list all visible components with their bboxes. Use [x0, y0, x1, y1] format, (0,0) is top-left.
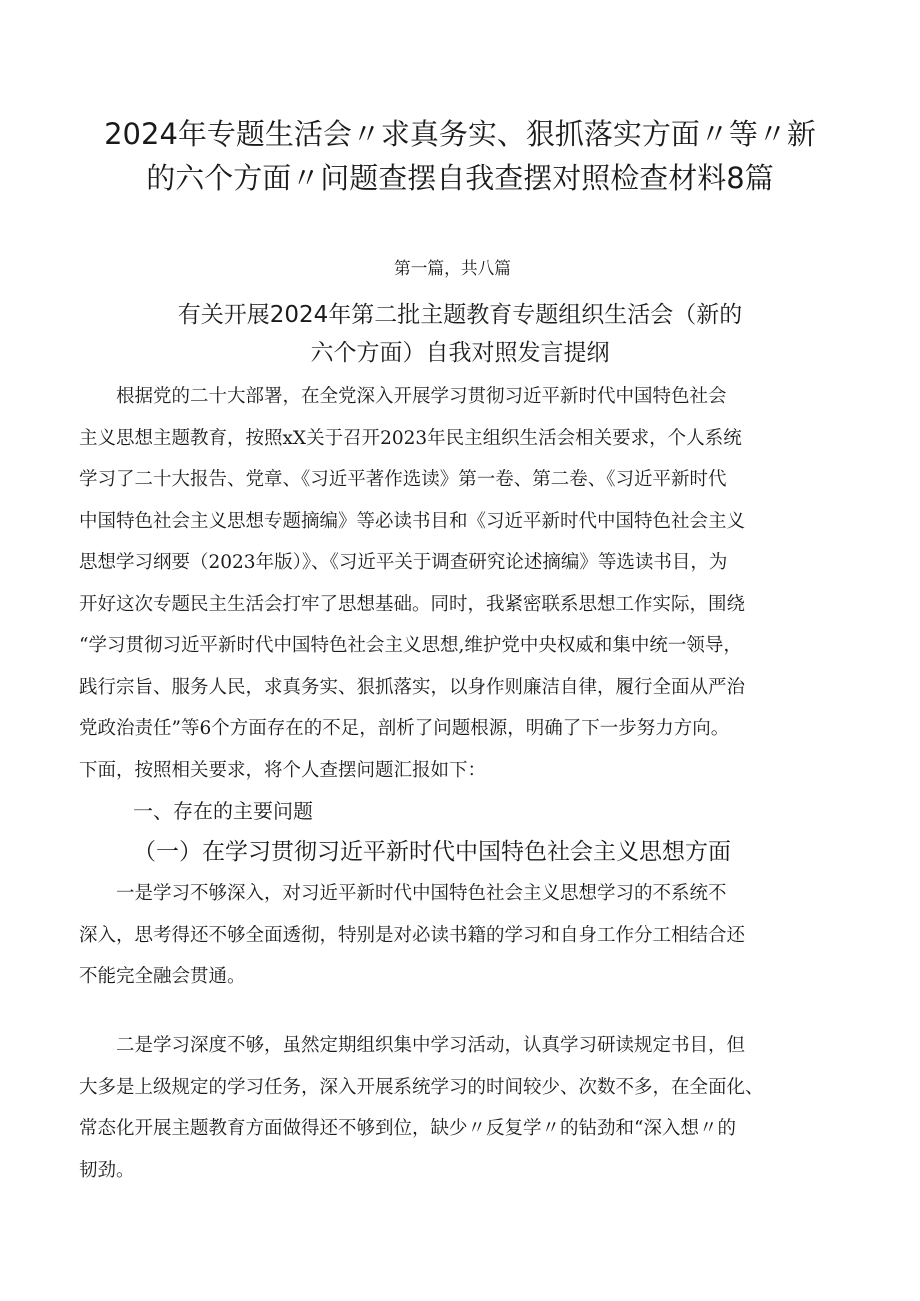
issue-paragraph-2: [79, 1025, 764, 1191]
paragraph-line: 下面，按照相关要求，将个人查摆问题汇报如下：: [79, 759, 487, 781]
section-subtitle: [60, 296, 860, 372]
paragraph-line: “学习贯彻习近平新时代中国特色社会主义思想,维护党中央权威和集中统一领导，: [79, 635, 742, 656]
paragraph-line: 思想学习纲要（2023年版）》、《习近平关于调查研究论述摘编》等选读书目，为: [79, 552, 728, 573]
paragraph-line: 中国特色社会主义思想专题摘编》等必读书目和《习近平新时代中国特色社会主义: [79, 510, 746, 532]
title-line: 的六个方面〃问题查摆自我查摆对照检查材料8篇: [146, 161, 774, 195]
subsection-heading: （一）在学习贯彻习近平新时代中国特色社会主义思想方面: [133, 839, 731, 865]
intro-paragraph: [79, 376, 745, 791]
section-heading: 一、存在的主要问题: [133, 799, 313, 823]
part-label: 第一篇，共八篇: [393, 259, 512, 279]
paragraph-line: 常态化开展主题教育方面做得还不够到位，缺少〃反复学〃的钻劲和“深入想〃的: [79, 1118, 736, 1139]
paragraph-line: 主义思想主题教育，按照xX关于召开2023年民主组织生活会相关要求，个人系统: [79, 427, 742, 449]
title-line: 2024年专题生活会〃求真务实、狠抓落实方面〃等〃新: [104, 117, 816, 151]
paragraph-line: 学习了二十大报告、党章、《习近平著作选读》第一卷、第二卷、《习近平新时代: [79, 469, 727, 490]
document-title: [60, 112, 860, 200]
subtitle-line: 有关开展2024年第二批主题教育专题组织生活会（新的: [177, 302, 743, 328]
paragraph-line: 韧劲。: [79, 1159, 135, 1181]
paragraph-line: 践行宗旨、服务人民，求真务实、狠抓落实，以身作则廉洁自律，履行全面从严治: [79, 676, 746, 698]
paragraph-line: 深入，思考得还不够全面透彻，特别是对必读书籍的学习和自身工作分工相结合还: [79, 924, 746, 946]
issue-paragraph-1: [79, 873, 745, 998]
paragraph-line: 不能完全融会贯通。: [79, 966, 246, 987]
paragraph-line: 大多是上级规定的学习任务，深入开展系统学习的时间较少、次数不多，在全面化、: [79, 1076, 764, 1098]
paragraph-line: 一是学习不够深入，对习近平新时代中国特色社会主义思想学习的不系统不: [79, 883, 727, 904]
subtitle-line: 六个方面）自我对照发言提纲: [310, 340, 610, 366]
paragraph-line: 党政治责任”等6个方面存在的不足，剖析了问题根源，明确了下一步努力方向。: [79, 718, 730, 739]
paragraph-line: 根据党的二十大部署，在全党深入开展学习贯彻习近平新时代中国特色社会: [79, 386, 727, 407]
paragraph-line: 二是学习深度不够，虽然定期组织集中学习活动，认真学习研读规定书目，但: [79, 1035, 746, 1056]
paragraph-line: 开好这次专题民主生活会打牢了思想基础。同时，我紧密联系思想工作实际，围绕: [79, 593, 746, 615]
